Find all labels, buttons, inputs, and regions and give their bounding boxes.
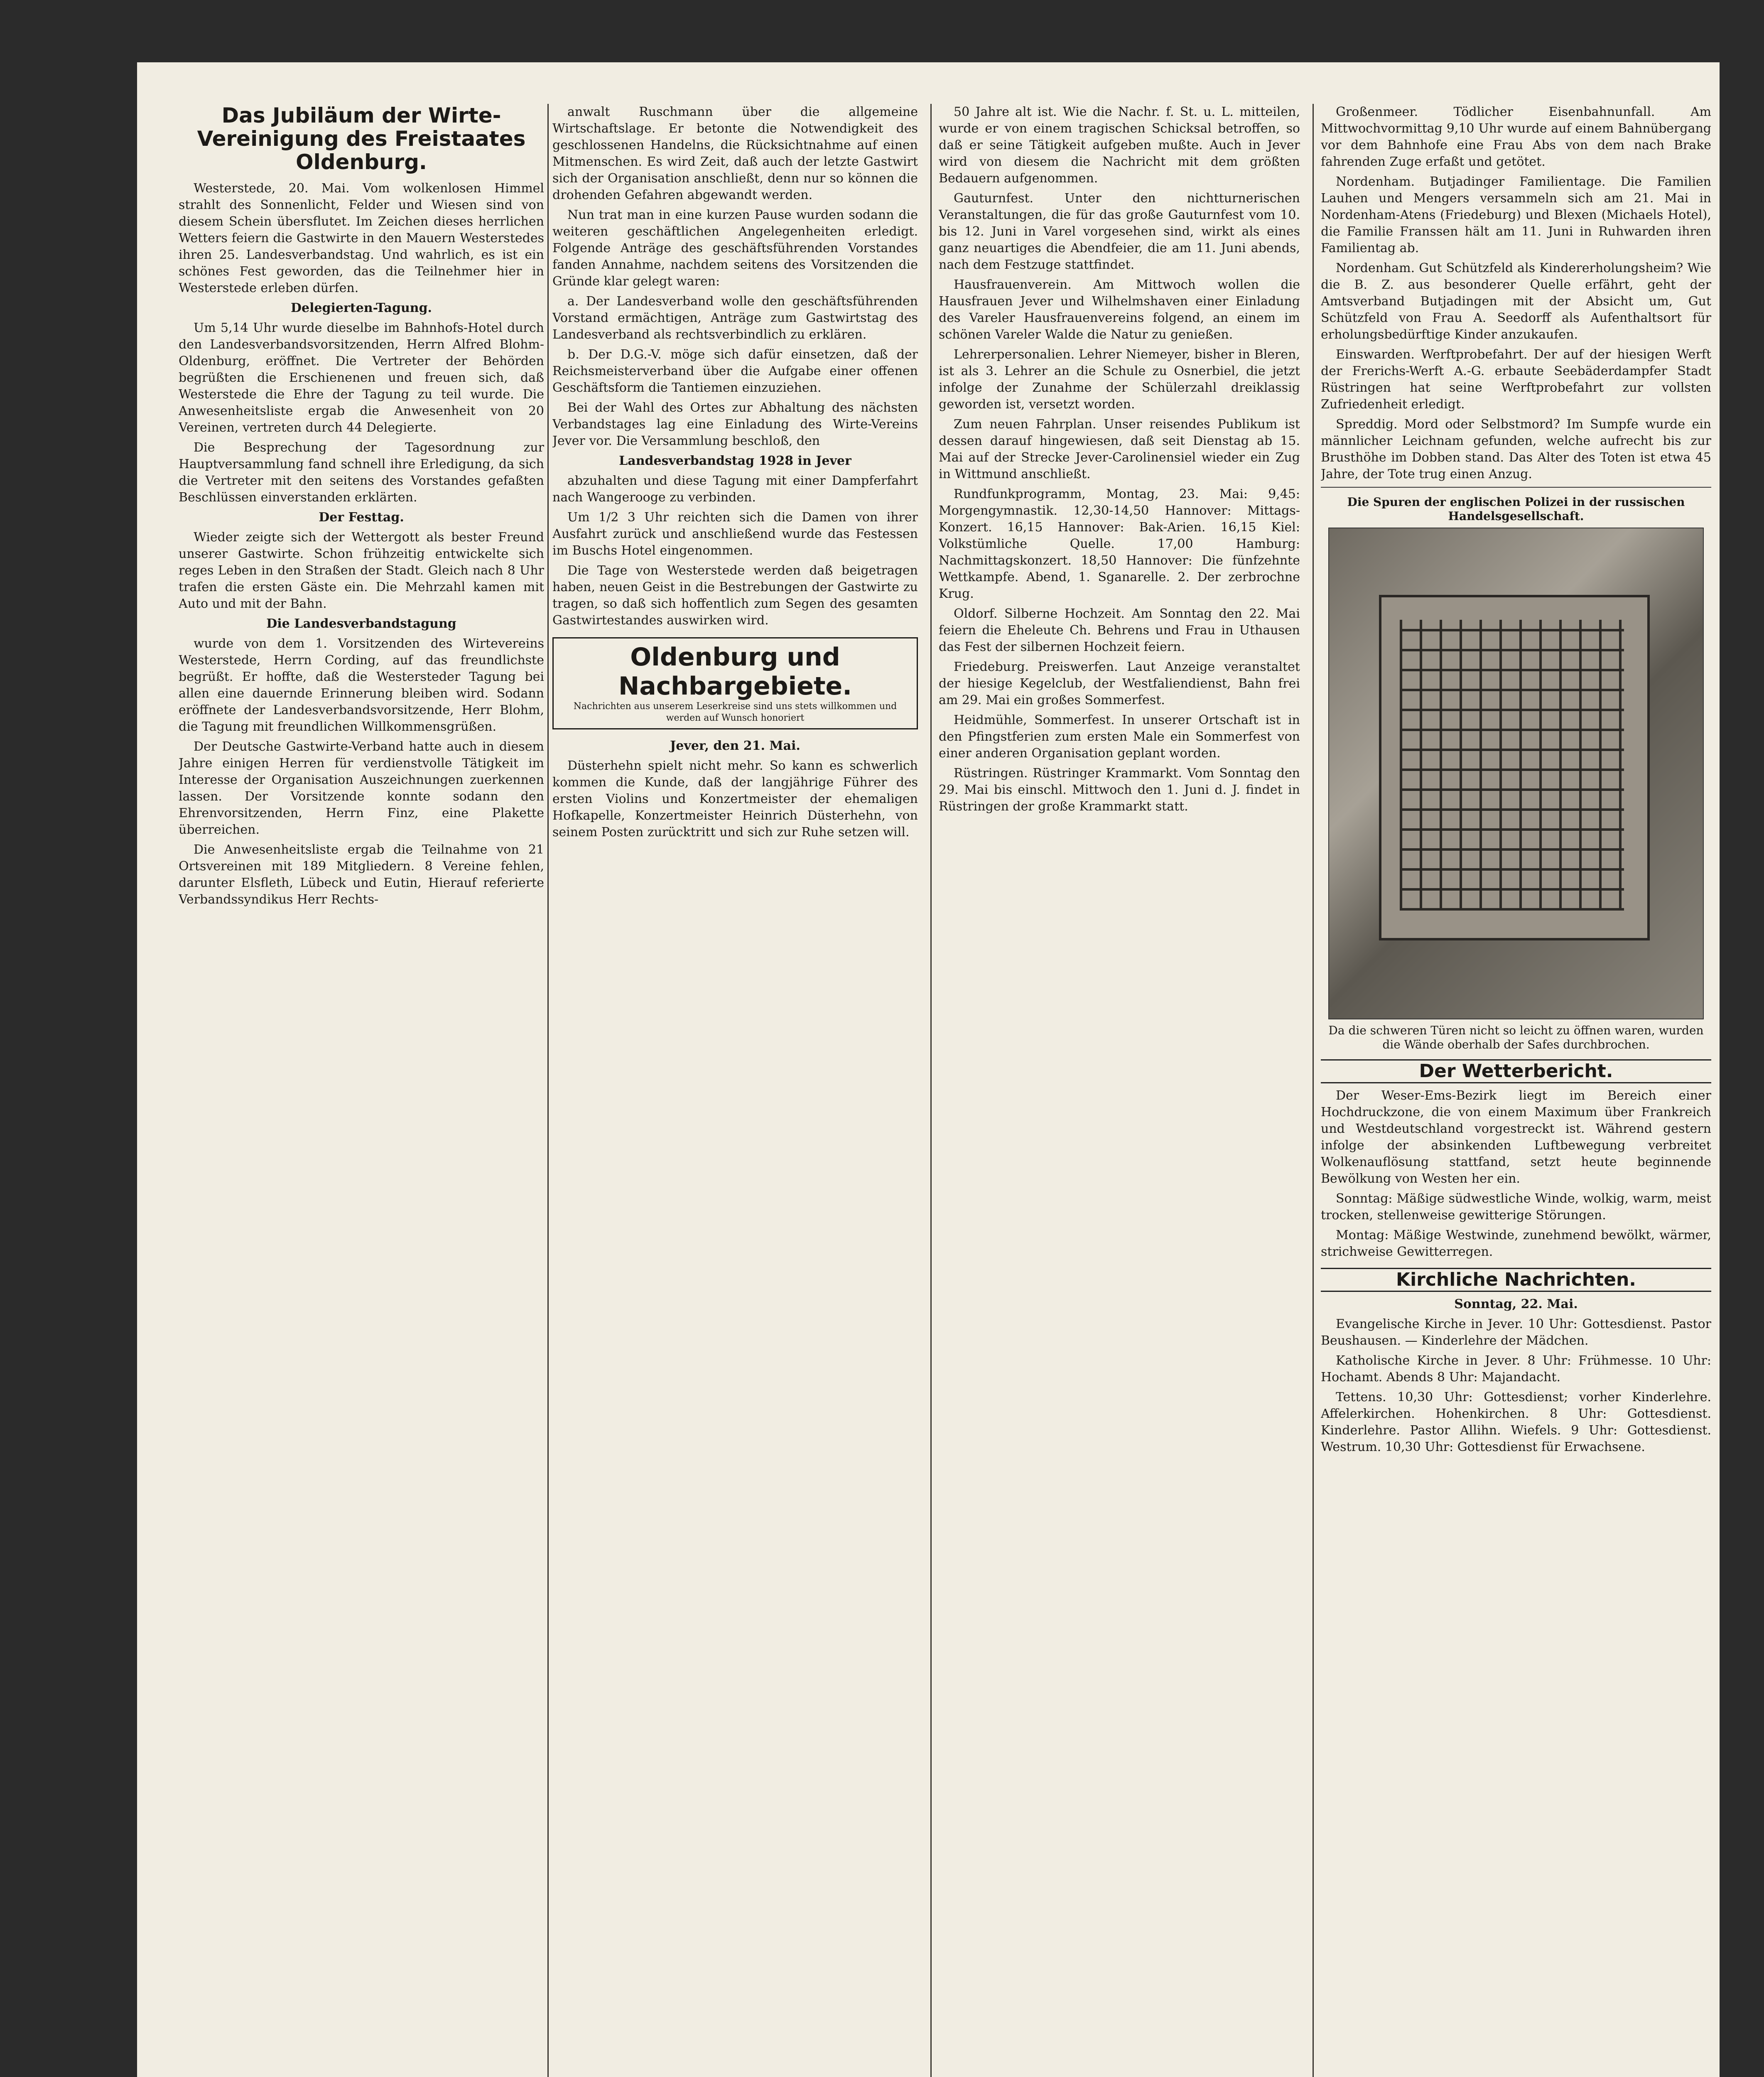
paragraph: abzuhalten und diese Tagung mit einer Dampferfahrt nach Wangerooge zu verbinden.: [552, 474, 918, 505]
column-2: [552, 104, 918, 2077]
paragraph: Sonntag: Mäßige südwestliche Winde, wolkig, warm, meist trocken, stellenweise gewitterige Störungen.: [1321, 1191, 1711, 1223]
paragraph: anwalt Ruschmann über die allgemeine Wirtschaftslage. Er betonte die Notwendigkeit des geschlossenen Handelns, die Rücksichtnahme auf einen Mitmenschen. Es wird Zeit, daß auch der letzte Gastwirt sich der Organisation anschließt, denn nur so können die drohenden Gefahren abgewandt werden.: [552, 105, 918, 202]
paragraph: Nun trat man in eine kurzen Pause wurden sodann die weiteren geschäftlichen Angelegenheiten erledigt. Folgende Anträge des geschäftsführenden Vorstandes fanden Annahme, nachdem seitens des Vorsitzenden die Gründe klar gelegt waren:: [552, 208, 918, 289]
paragraph: Nordenham. Butjadinger Familientage. Die Familien Lauhen und Mengers versammeln sich am 21. Mai in Nordenham-Atens (Friedeburg) und Blexen (Michaels Hotel), die Familie Franssen hält am 11. Juni in Ruhwarden ihren Familientag ab.: [1321, 174, 1711, 255]
column-rule: [547, 104, 549, 2077]
subheading: Die Landesverbandstagung: [266, 616, 456, 631]
paragraph: a. Der Landesverband wolle den geschäftsführenden Vorstand ermächtigen, Anträge zum Gastwirtstag des Landesverband als rechtsverbindlich zu erklären.: [552, 294, 918, 342]
paragraph: Der Weser-Ems-Bezirk liegt im Bereich einer Hochdruckzone, die von einem Maximum über Frankreich und Westdeutschland vorgestreckt ist. Während gestern infolge der absinkenden Luftbewegung verbreitet Wolkenauflösung stattfand, setzt heute beginnende Bewölkung von Westen her ein.: [1321, 1088, 1711, 1186]
paragraph: Die Tage von Westerstede werden daß beigetragen haben, neuen Geist in die Bestrebungen der Gastwirte zu tragen, so daß sich hoffentlich zum Segen des gesamten Gastwirtestandes auswirken wird.: [552, 563, 918, 628]
divider: [1321, 487, 1711, 488]
dateline: Jever, den 21. Mai.: [670, 739, 800, 753]
paragraph: Nordenham. Gut Schützfeld als Kindererholungsheim? Wie die B. Z. aus besonderer Quelle erfährt, geht der Amtsverband Butjadingen mit der Absicht um, Gut Schützfeld von Frau A. Seedorff als Aufenthaltsort für erholungsbedürftige Kinder anzukaufen.: [1321, 261, 1711, 342]
section-banner: [552, 637, 918, 729]
paragraph: Oldorf. Silberne Hochzeit. Am Sonntag den 22. Mai feiern die Eheleute Ch. Behrens und Frau in Uthausen das Fest der silbernen Hochzeit feiern.: [939, 606, 1300, 654]
paragraph: 50 Jahre alt ist. Wie die Nachr. f. St. u. L. mitteilen, wurde er von einem tragischen Schicksal betroffen, so daß er seine Tätigkeit aufgeben mußte. Auch in Jever wird von diesem die Nachricht mit dem größten Bedauern aufgenommen.: [939, 105, 1300, 186]
paragraph: Hausfrauenverein. Am Mittwoch wollen die Hausfrauen Jever und Wilhelmshaven einer Einladung des Vareler Hausfrauenvereins folgend, an einem im schönen Vareler Walde die Natur zu genießen.: [939, 277, 1300, 342]
column-4: [1321, 104, 1711, 2077]
column-3: [939, 104, 1300, 2077]
paragraph: Katholische Kirche in Jever. 8 Uhr: Frühmesse. 10 Uhr: Hochamt. Abends 8 Uhr: Majandacht.: [1321, 1353, 1711, 1385]
paragraph: Um 1/2 3 Uhr reichten sich die Damen von ihrer Ausfahrt zurück und anschließend wurde das Festessen im Buschs Hotel eingenommen.: [552, 510, 918, 558]
column-rule: [930, 104, 932, 2077]
paragraph: Einswarden. Werftprobefahrt. Der auf der hiesigen Werft der Frerichs-Werft A.-G. erbaute Seebäderdampfer Stadt Rüstringen hat seine Werftprobefahrt zur vollsten Zufriedenheit erledigt.: [1321, 347, 1711, 412]
paragraph: b. Der D.G.-V. möge sich dafür einsetzen, daß der Reichsmeisterverband über die Aufgabe einer offenen Geschäftsform die Tantiemen einzuziehen.: [552, 347, 918, 395]
paragraph: Zum neuen Fahrplan. Unser reisendes Publikum ist dessen darauf hingewiesen, daß seit Dienstag ab 15. Mai auf der Strecke Jever-Carolinensiel wieder ein Zug in Wittmund anschließt.: [939, 417, 1300, 481]
paragraph: Wieder zeigte sich der Wettergott als bester Freund unserer Gastwirte. Schon frühzeitig entwickelte sich reges Leben in den Straßen der Stadt. Gleich nach 8 Uhr trafen die ersten Gäste ein. Die Mehrzahl kamen mit Auto und mit der Bahn.: [179, 530, 544, 611]
paragraph: Bei der Wahl des Ortes zur Abhaltung des nächsten Verbandstages lag eine Einladung des Wirte-Vereins Jever vor. Die Versammlung beschloß, den: [552, 400, 918, 448]
paragraph: Düsterhehn spielt nicht mehr. So kann es schwerlich kommen die Kunde, daß der langjährige Führer des ersten Violins und Konzertmeister der ehemaligen Hofkapelle, Konzertmeister Heinrich Düsterhehn, von seinem Posten zurücktritt und sich zur Ruhe setzen will.: [552, 759, 918, 840]
paragraph: Montag: Mäßige Westwinde, zunehmend bewölkt, wärmer, strichweise Gewitterregen.: [1321, 1228, 1711, 1259]
paragraph: wurde von dem 1. Vorsitzenden des Wirtevereins Westerstede, Herrn Cording, auf das freundlichste begrüßt. Er hoffte, daß die Westersteder Tagung bei allen eine dauernde Erinnerung bleiben wird. Sodann eröffnete der Landesverbandsvorsitzende, Herr Blohm, die Tagung mit freundlichen Willkommensgrüßen.: [179, 636, 544, 734]
subheading: Landesverbandstag 1928 in Jever: [619, 454, 851, 468]
paragraph: Der Deutsche Gastwirte-Verband hatte auch in diesem Jahre einigen Herren für verdienstvolle Tätigkeit im Interesse der Organisation Auszeichnungen zuerkennen lassen. Der Vorsitzende konnte sodann den Ehrenvorsitzenden, Herrn Finz, eine Plakette überreichen.: [179, 739, 544, 837]
photo-title: Die Spuren der englischen Polizei in der russischen Handelsgesellschaft.: [1347, 495, 1685, 523]
paragraph: Großenmeer. Tödlicher Eisenbahnunfall. Am Mittwochvormittag 9,10 Uhr wurde auf einem Bahnübergang vor dem Bahnhofe eine Frau Abs von dem nach Brake fahrenden Zuge erfaßt und getötet.: [1321, 105, 1711, 169]
photo-caption: Da die schweren Türen nicht so leicht zu öffnen waren, wurden die Wände oberhalb der Safes durchbrochen.: [1328, 1024, 1704, 1051]
paragraph: Die Anwesenheitsliste ergab die Teilnahme von 21 Ortsvereinen mit 189 Mitgliedern. 8 Vereine fehlen, darunter Elsfleth, Lübeck und Eutin, Hierauf referierte Verbandssyndikus Herr Rechts-: [179, 842, 544, 907]
paragraph: Spreddig. Mord oder Selbstmord? Im Sumpfe wurde ein männlicher Leichnam gefunden, welche aufrecht bis zur Brusthöhe im Dobben stand. Das Alter des Toten ist etwa 45 Jahre, der Tote trug einen Anzug.: [1321, 417, 1711, 481]
paragraph: Westerstede, 20. Mai. Vom wolkenlosen Himmel strahlt des Sonnenlicht, Felder und Wiesen sind von diesem Schein übersflutet. Im Zeichen dieses herrlichen Wetters feiern die Gastwirte in den Mauern Westerstedes ihren 25. Landesverbandstag. Und wahrlich, es ist ein schönes Fest geworden, das die Teilnehmer hier in Westerstede erleben dürfen.: [179, 181, 544, 295]
subheading: Delegierten-Tagung.: [290, 301, 432, 315]
news-photo: [1328, 528, 1704, 1019]
church-heading: Kirchliche Nachrichten.: [1321, 1268, 1711, 1292]
section-banner-note: Nachrichten aus unserem Leserkreise sind uns stets willkommen und werden auf Wunsch honoriert: [573, 701, 897, 723]
paragraph: Heidmühle, Sommerfest. In unserer Ortschaft ist in den Pfingstferien zum ersten Male ein Sommerfest von einer anderen Organisation geplant worden.: [939, 713, 1300, 761]
church-date: Sonntag, 22. Mai.: [1454, 1297, 1578, 1311]
grate: [1400, 620, 1624, 911]
paragraph: Lehrerpersonalien. Lehrer Niemeyer, bisher in Bleren, ist als 3. Lehrer an die Schule zu Osnerbiel, die jetzt infolge der Zunahme der Schülerzahl dreiklassig geworden ist, versetzt worden.: [939, 347, 1300, 412]
paragraph: Tettens. 10,30 Uhr: Gottesdienst; vorher Kinderlehre. Affelerkirchen. Hohenkirchen. 8 Uhr: Gottesdienst. Kinderlehre. Pastor Allihn. Wiefels. 9 Uhr: Gottesdienst. Westrum. 10,30 Uhr: Gottesdienst für Erwachsene.: [1321, 1390, 1711, 1454]
paragraph: Rüstringen. Rüstringer Krammarkt. Vom Sonntag den 29. Mai bis einschl. Mittwoch den 1. Juni d. J. findet in Rüstringen der große Krammarkt statt.: [939, 766, 1300, 814]
section-banner-title: Oldenburg und Nachbargebiete.: [618, 643, 852, 701]
paragraph: Um 5,14 Uhr wurde dieselbe im Bahnhofs-Hotel durch den Landesverbandsvorsitzenden, Herrn Alfred Blohm-Oldenburg, eröffnet. Die Vertreter der Behörden begrüßten die Erschienenen und freuen sich, daß Westerstede die Ehre der Tagung zu teil wurde. Die Anwesenheitsliste ergab die Anwesenheit von 20 Vereinen, vertreten durch 44 Delegierte.: [179, 321, 544, 435]
weather-heading: Der Wetterbericht.: [1321, 1059, 1711, 1083]
paragraph: Rundfunkprogramm, Montag, 23. Mai: 9,45: Morgengymnastik. 12,30-14,50 Hannover: Mittags-Konzert. 16,15 Hannover: Bak-Arien. 16,15 Kiel: Volkstümliche Quelle. 17,00 Hamburg: Nachmittagskonzert. 18,50 Hannover: Die fünfzehnte Wettkampfe. Abend, 1. Sganarelle. 2. Der zerbrochne Krug.: [939, 487, 1300, 601]
paragraph: Gauturnfest. Unter den nichtturnerischen Veranstaltungen, die für das große Gauturnfest vom 10. bis 12. Juni in Varel vorgesehen sind, wirkt als eines ganz neuartiges die Abendfeier, die am 11. Juni abends, nach dem Festzuge stattfindet.: [939, 191, 1300, 272]
paragraph: Die Besprechung der Tagesordnung zur Hauptversammlung fand schnell ihre Erledigung, da sich die Vertreter mit den seitens des Vorstandes gefaßten Beschlüssen einverstanden erklärten.: [179, 440, 544, 505]
column-1: [179, 104, 544, 2077]
subheading: Der Festtag.: [319, 510, 404, 525]
headline: Das Jubiläum der Wirte-Vereinigung des Freistaates Oldenburg.: [197, 104, 526, 174]
paragraph: Evangelische Kirche in Jever. 10 Uhr: Gottesdienst. Pastor Beushausen. — Kinderlehre der Mädchen.: [1321, 1317, 1711, 1348]
column-rule: [1313, 104, 1314, 2077]
paragraph: Friedeburg. Preiswerfen. Laut Anzeige veranstaltet der hiesige Kegelclub, der Westfaliendienst, Bahn frei am 29. Mai ein großes Sommerfest.: [939, 660, 1300, 707]
